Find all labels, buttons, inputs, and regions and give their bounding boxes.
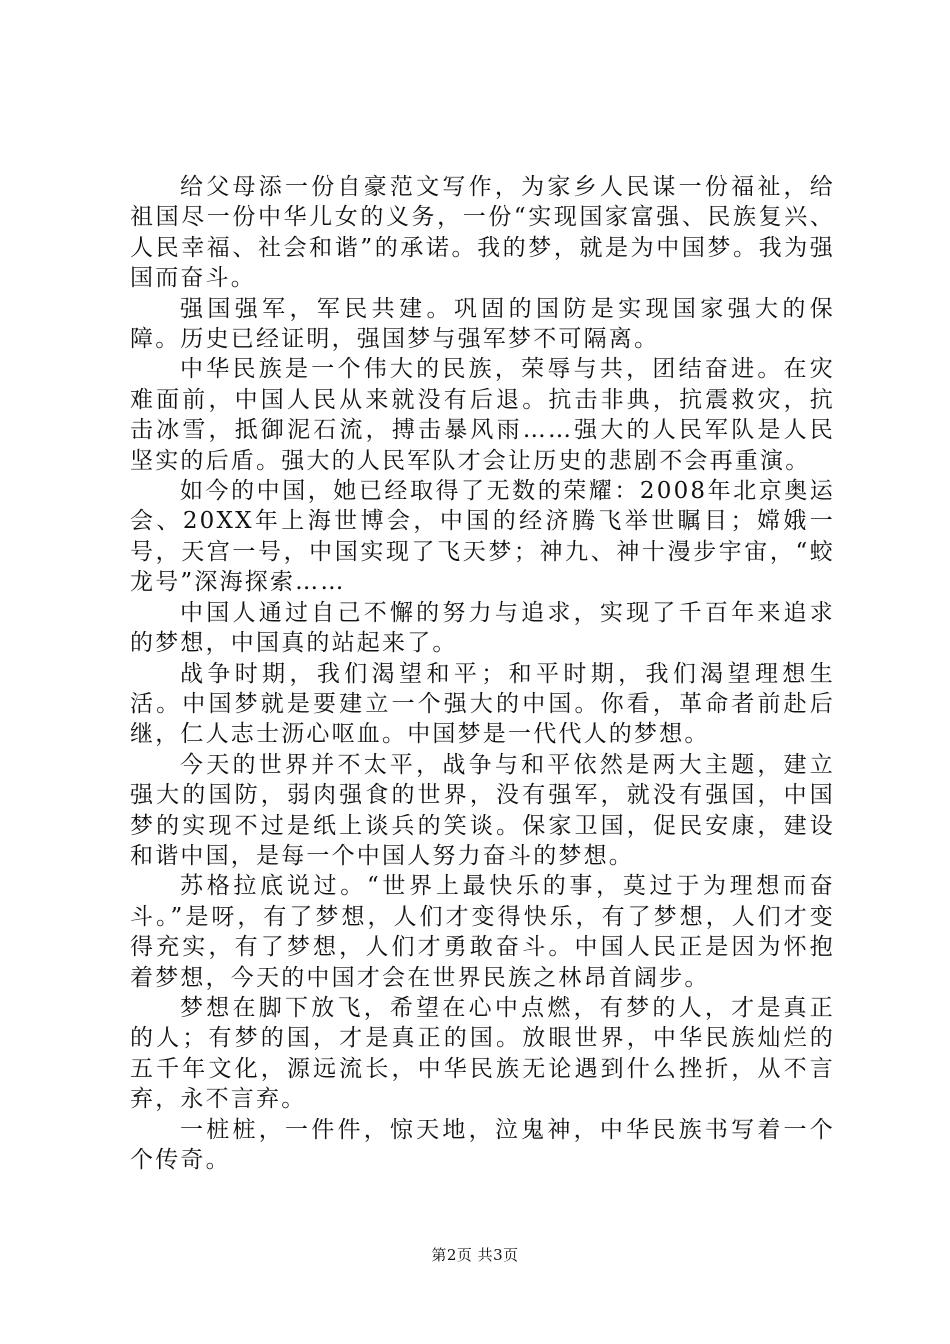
paragraph: 梦想在脚下放飞，希望在心中点燃，有梦的人，才是真正的人；有梦的国，才是真正的国。放眼世界，中华民族灿烂的五千年文化，源远流长，中华民族无论遇到什么挫折，从不言弃，永不言弃。 (130, 994, 835, 1113)
paragraph: 今天的世界并不太平，战争与和平依然是两大主题，建立强大的国防，弱肉强食的世界，没有强军，就没有强国，中国梦的实现不过是纸上谈兵的笑谈。保家卫国，促民安康，建设和谐中国，是每一个中国人努力奋斗的梦想。 (130, 751, 835, 869)
page-footer: 第2页 共3页 (431, 1246, 519, 1264)
paragraph: 如今的中国，她已经取得了无数的荣耀：2008年北京奥运会、20XX年上海世博会，中国的经济腾飞举世瞩目；嫦娥一号，天宫一号，中国实现了飞天梦；神九、神十漫步宇宙，“蛟龙号”深海探索…… (130, 478, 835, 596)
paragraph: 给父母添一份自豪范文写作，为家乡人民谋一份福祉，给祖国尽一份中华儿女的义务，一份“实现国家富强、民族复兴、人民幸福、社会和谐”的承诺。我的梦，就是为中国梦。我为强国而奋斗。 (130, 174, 835, 292)
paragraph: 强国强军，军民共建。巩固的国防是实现国家强大的保障。历史已经证明，强国梦与强军梦不可隔离。 (130, 295, 835, 353)
paragraph: 一桩桩，一件件，惊天地，泣鬼神，中华民族书写着一个个传奇。 (130, 1116, 835, 1173)
paragraph: 中华民族是一个伟大的民族，荣辱与共，团结奋进。在灾难面前，中国人民从来就没有后退。抗击非典，抗震救灾，抗击冰雪，抵御泥石流，搏击暴风雨……强大的人民军队是人民坚实的后盾。强大的人民军队才会让历史的悲剧不会再重演。 (130, 356, 835, 474)
paragraph: 中国人通过自己不懈的努力与追求，实现了千百年来追求的梦想，中国真的站起来了。 (130, 599, 835, 657)
document-body (130, 172, 835, 1175)
paragraph: 苏格拉底说过。“世界上最快乐的事，莫过于为理想而奋斗。”是呀，有了梦想，人们才变得快乐，有了梦想，人们才变得充实，有了梦想，人们才勇敢奋斗。中国人民正是因为怀抱着梦想，今天的中国才会在世界民族之林昂首阔步。 (130, 873, 835, 991)
paragraph: 战争时期，我们渴望和平；和平时期，我们渴望理想生活。中国梦就是要建立一个强大的中国。你看，革命者前赴后继，仁人志士沥心呕血。中国梦是一代代人的梦想。 (130, 660, 835, 748)
